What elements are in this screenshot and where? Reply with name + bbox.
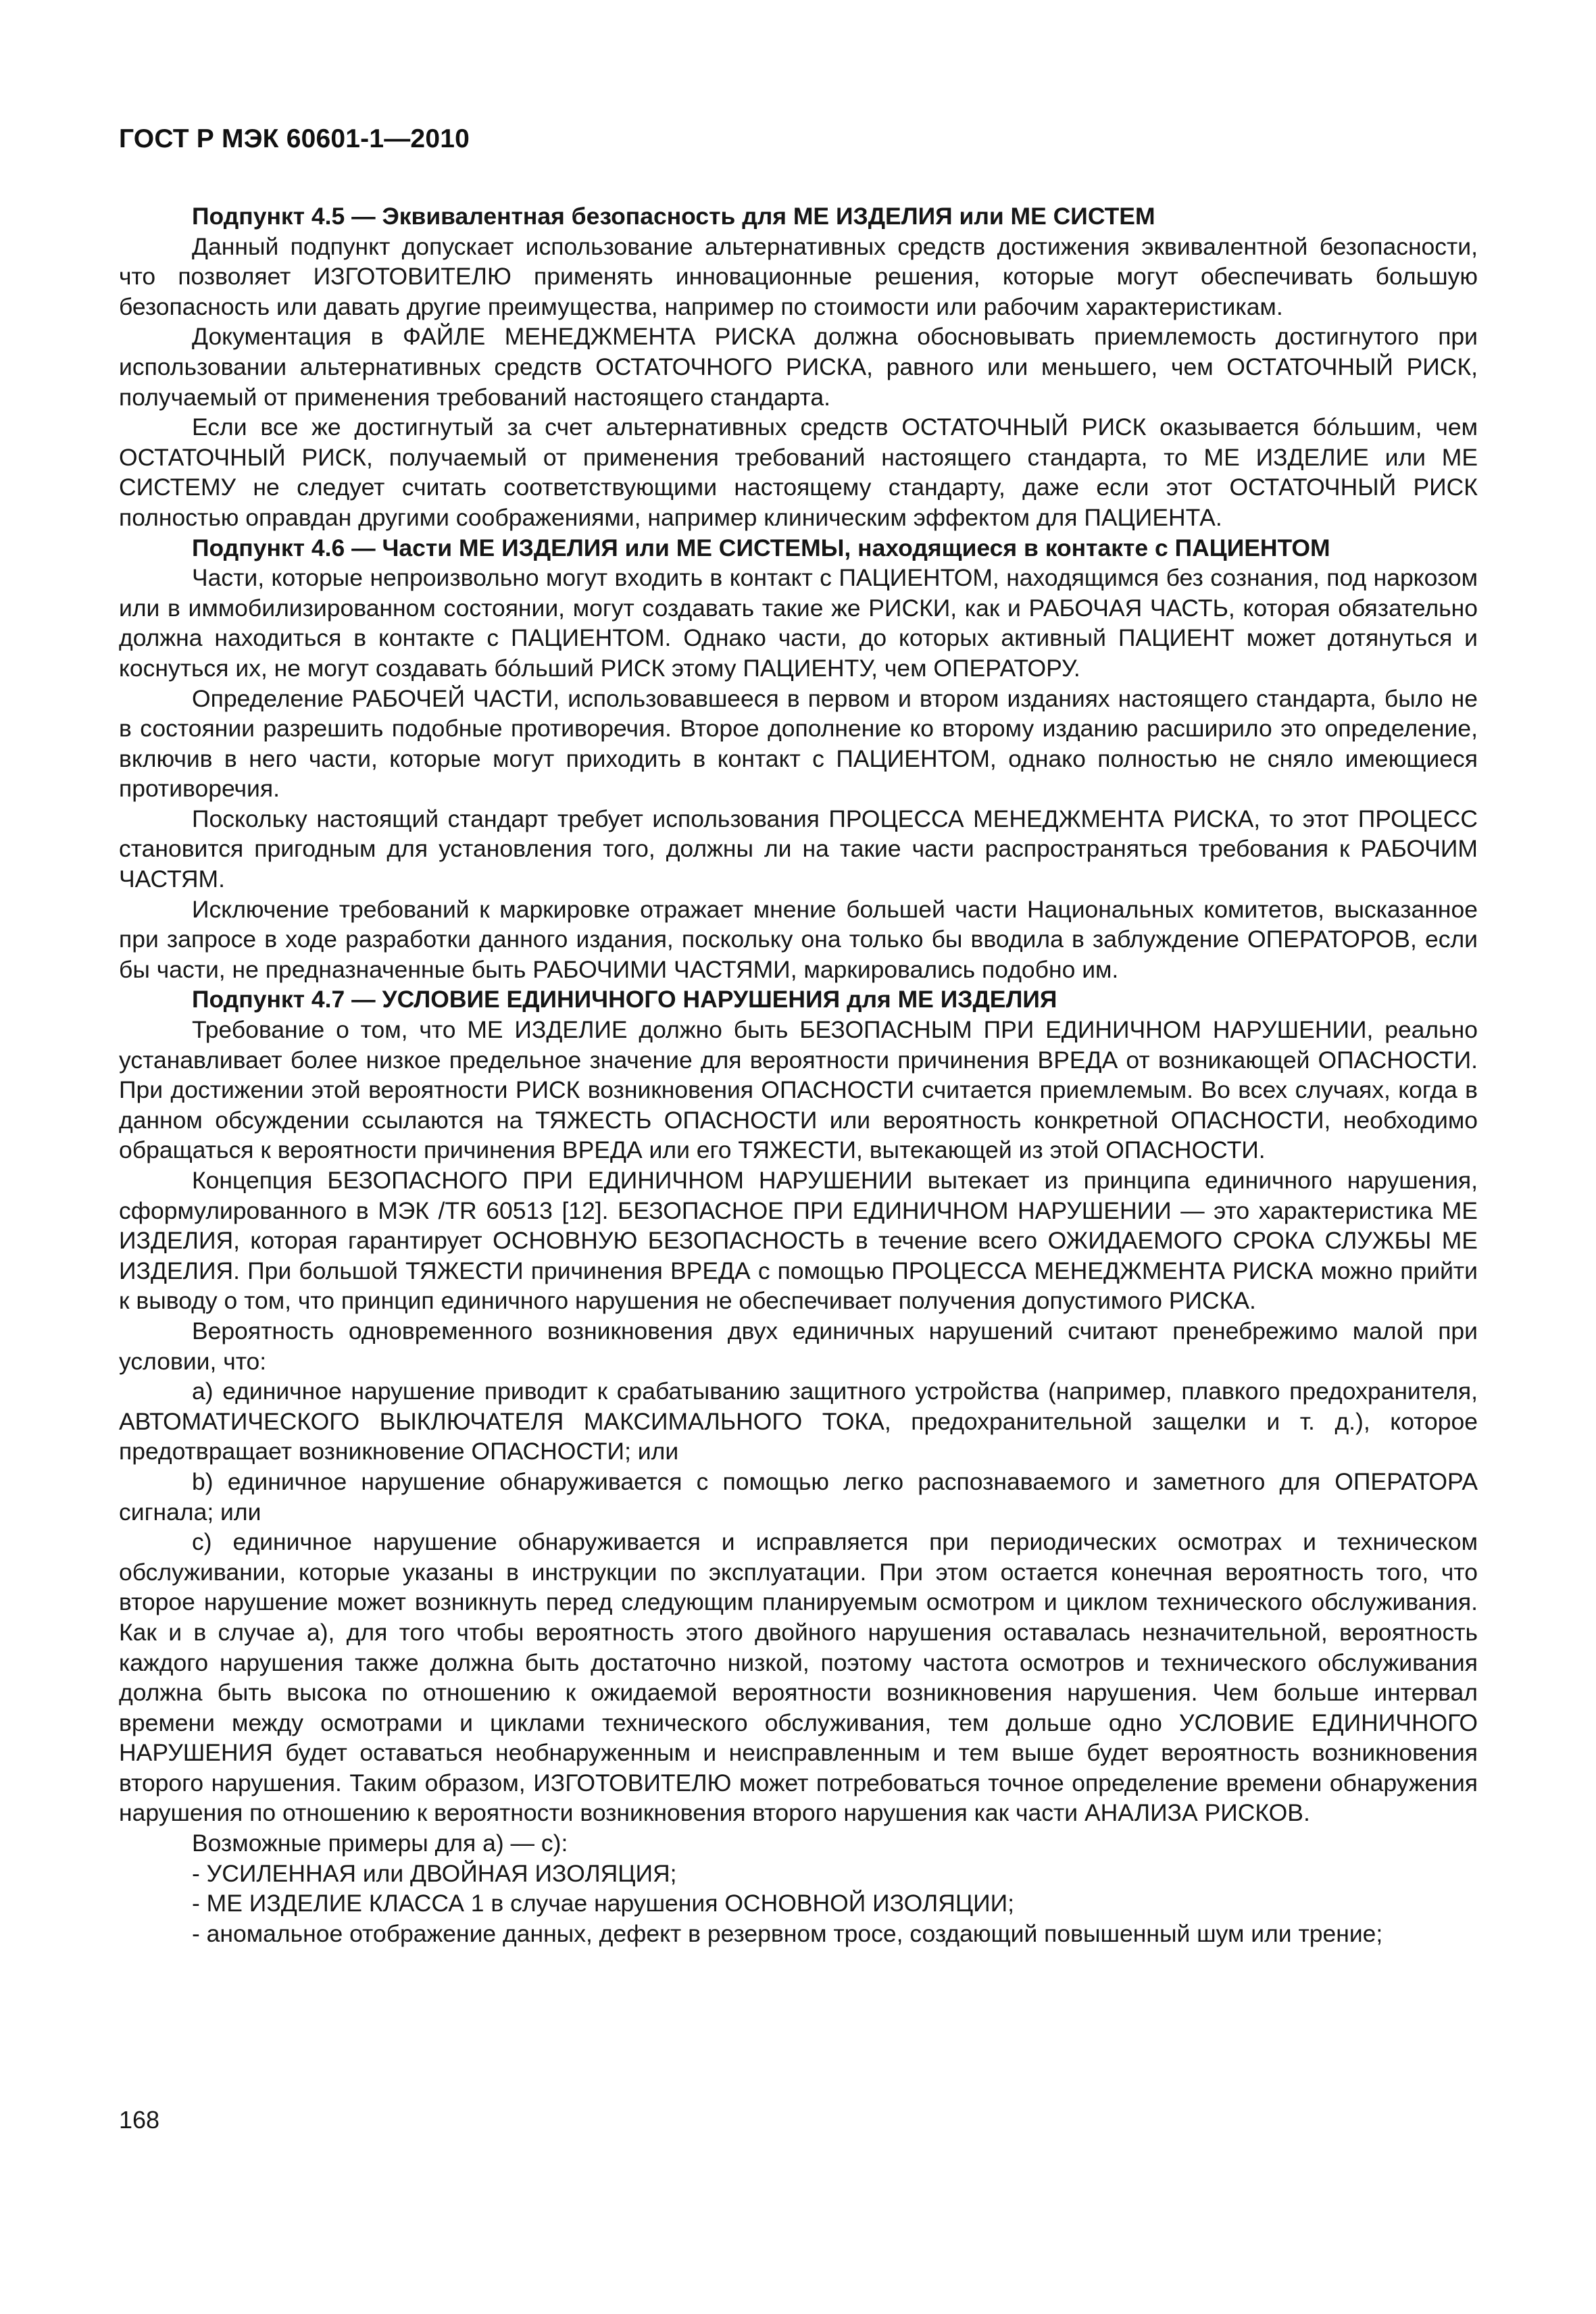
- subclause-heading-4-7: Подпункт 4.7 — УСЛОВИЕ ЕДИНИЧНОГО НАРУШЕНИЯ для МЕ ИЗДЕЛИЯ: [192, 986, 1057, 1013]
- dash-list-item: - МЕ ИЗДЕЛИЕ КЛАССА 1 в случае нарушения ОСНОВНОЙ ИЗОЛЯЦИИ;: [192, 1890, 1014, 1917]
- paragraph: Если все же достигнутый за счет альтернативных средств ОСТАТОЧНЫЙ РИСК оказывается бóльшим, чем ОСТАТОЧНЫЙ РИСК, получаемый от применения требований настоящего стандарта, то МЕ ИЗДЕЛИЕ или МЕ СИСТЕМУ не следует считать соответствующими настоящему стандарту, даже если этот ОСТАТОЧНЫЙ РИСК полностью оправдан другими соображениями, например клиническим эффектом для ПАЦИЕНТА.: [119, 413, 1478, 531]
- paragraph: Исключение требований к маркировке отражает мнение большей части Национальных комитетов, высказанное при запросе в ходе разработки данного издания, поскольку она только бы вводила в заблуждение ОПЕРАТОРОВ, если бы части, не предназначенные быть РАБОЧИМИ ЧАСТЯМИ, маркировались подобно им.: [119, 895, 1478, 983]
- dash-list-item: - аномальное отображение данных, дефект в резервном тросе, создающий повышенный шум или трение;: [192, 1919, 1383, 1947]
- paragraph: Части, которые непроизвольно могут входить в контакт с ПАЦИЕНТОМ, находящимся без сознания, под наркозом или в иммобилизированном состоянии, могут создавать такие же РИСКИ, как и РАБОЧАЯ ЧАСТЬ, которая обязательно должна находиться в контакте с ПАЦИЕНТОМ. Однако части, до которых активный ПАЦИЕНТ может дотянуться и коснуться их, не могут создавать бóльший РИСК этому ПАЦИЕНТУ, чем ОПЕРАТОРУ.: [119, 564, 1478, 682]
- paragraph: Концепция БЕЗОПАСНОГО ПРИ ЕДИНИЧНОМ НАРУШЕНИИ вытекает из принципа единичного нарушения, сформулированного в МЭК /TR 60513 [12]. БЕЗОПАСНОЕ ПРИ ЕДИНИЧНОМ НАРУШЕНИИ — это характеристика МЕ ИЗДЕЛИЯ, которая гарантирует ОСНОВНУЮ БЕЗОПАСНОСТЬ в течение всего ОЖИДАЕМОГО СРОКА СЛУЖБЫ МЕ ИЗДЕЛИЯ. При большой ТЯЖЕСТИ причинения ВРЕДА с помощью ПРОЦЕССА МЕНЕДЖМЕНТА РИСКА можно прийти к выводу о том, что принцип единичного нарушения не обеспечивает получения допустимого РИСКА.: [119, 1167, 1478, 1315]
- paragraph: Определение РАБОЧЕЙ ЧАСТИ, использовавшееся в первом и втором изданиях настоящего стандарта, было не в состоянии разрешить подобные противоречия. Второе дополнение ко второму изданию расширило это определение, включив в него части, которые могут приходить в контакт с ПАЦИЕНТОМ, однако полностью не сняло имеющиеся противоречия.: [119, 684, 1478, 803]
- paragraph: Поскольку настоящий стандарт требует использования ПРОЦЕССА МЕНЕДЖМЕНТА РИСКА, то этот ПРОЦЕСС становится пригодным для установления того, должны ли на такие части распространяться требования к РАБОЧИМ ЧАСТЯМ.: [119, 805, 1478, 893]
- list-item-b: b) единичное нарушение обнаруживается с помощью легко распознаваемого и заметного для ОПЕРАТОРА сигнала; или: [119, 1467, 1478, 1526]
- subclause-heading-4-5: Подпункт 4.5 — Эквивалентная безопасность для МЕ ИЗДЕЛИЯ или МЕ СИСТЕМ: [192, 203, 1155, 230]
- paragraph: Вероятность одновременного возникновения двух единичных нарушений считают пренебрежимо малой при условии, что:: [119, 1317, 1478, 1375]
- paragraph: Возможные примеры для a) — c):: [192, 1830, 568, 1857]
- paragraph: Данный подпункт допускает использование альтернативных средств достижения эквивалентной безопасности, что позволяет ИЗГОТОВИТЕЛЮ применять инновационные решения, которые могут обеспечивать большую безопасность или давать другие преимущества, например по стоимости или рабочим характеристикам.: [119, 232, 1478, 320]
- page-number: 168: [119, 2106, 160, 2134]
- dash-list-item: - УСИЛЕННАЯ или ДВОЙНАЯ ИЗОЛЯЦИЯ;: [192, 1859, 677, 1887]
- list-item-a: a) единичное нарушение приводит к срабатыванию защитного устройства (например, плавкого предохранителя, АВТОМАТИЧЕСКОГО ВЫКЛЮЧАТЕЛЯ МАКСИМАЛЬНОГО ТОКА, предохранительной защелки и т. д.), которое предотвращает возникновение ОПАСНОСТИ; или: [119, 1378, 1478, 1465]
- running-header-title: ГОСТ Р МЭК 60601-1—2010: [119, 124, 470, 153]
- document-body: [119, 201, 1478, 1948]
- paragraph: Документация в ФАЙЛЕ МЕНЕДЖМЕНТА РИСКА должна обосновывать приемлемость достигнутого при использовании альтернативных средств ОСТАТОЧНОГО РИСКА, равного или меньшего, чем ОСТАТОЧНЫЙ РИСК, получаемый от применения требований настоящего стандарта.: [119, 323, 1478, 411]
- subclause-heading-4-6: Подпункт 4.6 — Части МЕ ИЗДЕЛИЯ или МЕ СИСТЕМЫ, находящиеся в контакте с ПАЦИЕНТОМ: [192, 534, 1330, 561]
- list-item-c: c) единичное нарушение обнаруживается и исправляется при периодических осмотрах и техническом обслуживании, которые указаны в инструкции по эксплуатации. При этом остается конечная вероятность того, что второе нарушение может возникнуть перед следующим планируемым осмотром и циклом технического обслуживания. Как и в случае a), для того чтобы вероятность этого двойного нарушения оставалась незначительной, вероятность каждого нарушения также должна быть достаточно низкой, поэтому частота осмотров и технического обслуживания должна быть высока по отношению к ожидаемой вероятности возникновения нарушения. Чем больше интервал времени между осмотрами и циклами технического обслуживания, тем дольше одно УСЛОВИЕ ЕДИНИЧНОГО НАРУШЕНИЯ будет оставаться необнаруженным и неисправленным и тем выше будет вероятность возникновения второго нарушения. Таким образом, ИЗГОТОВИТЕЛЮ может потребоваться точное определение времени обнаружения нарушения по отношению к вероятности возникновения второго нарушения как части АНАЛИЗА РИСКОВ.: [119, 1528, 1478, 1827]
- paragraph: Требование о том, что МЕ ИЗДЕЛИЕ должно быть БЕЗОПАСНЫМ ПРИ ЕДИНИЧНОМ НАРУШЕНИИ, реально устанавливает более низкое предельное значение для вероятности причинения ВРЕДА от возникающей ОПАСНОСТИ. При достижении этой вероятности РИСК возникновения ОПАСНОСТИ считается приемлемым. Во всех случаях, когда в данном обсуждении ссылаются на ТЯЖЕСТЬ ОПАСНОСТИ или вероятность конкретной ОПАСНОСТИ, необходимо обращаться к вероятности причинения ВРЕДА или его ТЯЖЕСТИ, вытекающей из этой ОПАСНОСТИ.: [119, 1016, 1478, 1164]
